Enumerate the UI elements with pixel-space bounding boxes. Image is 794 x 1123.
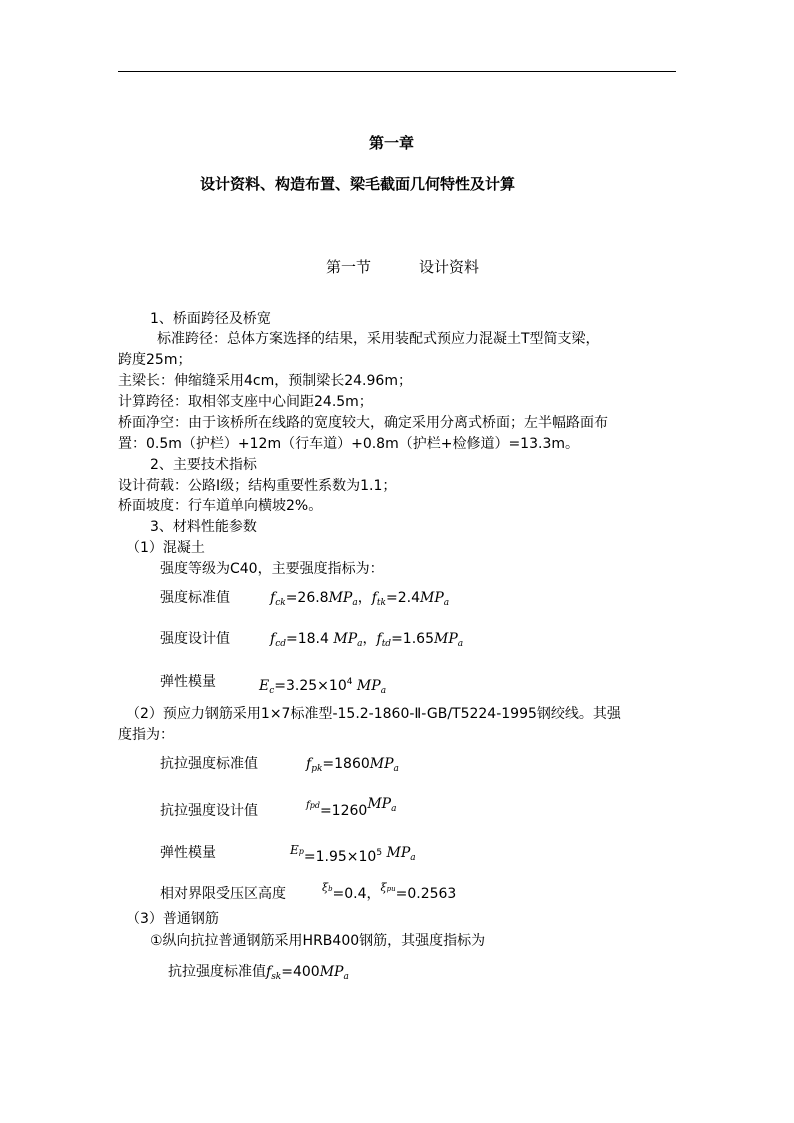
- concrete-heading: （1）混凝土: [126, 540, 205, 556]
- ec-exponent: 4: [346, 677, 353, 687]
- fck-subscript: ck: [275, 598, 286, 608]
- s3-heading: 3、材料性能参数: [150, 519, 257, 535]
- relative-height-formula: [322, 881, 457, 905]
- fck-unit: MP: [328, 590, 353, 606]
- prestress-std-formula: [306, 755, 399, 778]
- fsk-symbol: f: [266, 964, 272, 980]
- prestress-design-formula: [306, 796, 397, 825]
- rebar-std-label: 抗拉强度标准值: [168, 964, 266, 980]
- rebar-std-line: [168, 963, 349, 986]
- standard-span-line-2: 跨度25m；: [118, 352, 192, 368]
- design-separator: ，: [362, 631, 377, 647]
- deck-slope-line: 桥面坡度：行车道单向横坡2%。: [118, 498, 323, 514]
- xb-subscript: b: [328, 885, 333, 893]
- fpd-unit-sub: a: [391, 804, 397, 814]
- s1-heading: 1、桥面跨径及桥宽: [150, 311, 271, 327]
- fck-symbol: f: [270, 590, 276, 606]
- ftk-unit-sub: a: [443, 598, 450, 608]
- prestress-modulus-formula: [290, 844, 416, 871]
- fpk-unit-sub: a: [393, 764, 399, 774]
- chapter-title: 设计资料、构造布置、梁毛截面几何特性及计算: [200, 175, 516, 193]
- ftd-value: =1.65: [391, 631, 434, 647]
- concrete-std-label: 强度标准值: [160, 590, 230, 606]
- prestress-line-2: 度指为：: [118, 727, 174, 743]
- clearance-line: 桥面净空：由于该桥所在线路的宽度较大，确定采用分离式桥面；左半幅路面布: [118, 415, 608, 431]
- xpu-value: =0.2563: [395, 886, 457, 902]
- rebar-heading: （3）普通钢筋: [126, 911, 219, 927]
- ep-value: =1.95×10: [303, 849, 377, 865]
- chapter-number: 第一章: [369, 134, 415, 152]
- concrete-std-formula: [270, 589, 449, 612]
- fcd-subscript: cd: [275, 639, 286, 649]
- fcd-symbol: f: [270, 631, 276, 647]
- fcd-unit-sub: a: [357, 639, 363, 649]
- fsk-value: =400: [281, 964, 320, 980]
- fsk-unit: MP: [319, 964, 344, 980]
- ep-subscript: p: [298, 847, 304, 856]
- concrete-design-label: 强度设计值: [160, 631, 230, 647]
- concrete-design-formula: [270, 630, 463, 653]
- relative-separator: ，: [366, 886, 381, 902]
- std-separator: ，: [357, 590, 372, 606]
- fpk-symbol: f: [306, 756, 312, 772]
- ftk-symbol: f: [371, 590, 377, 606]
- fpk-subscript: pk: [311, 764, 323, 774]
- ftd-unit: MP: [433, 631, 458, 647]
- fpd-value: =1260: [319, 803, 368, 819]
- xb-symbol: ξ: [322, 881, 329, 894]
- fpk-unit: MP: [369, 756, 394, 772]
- fpd-unit: MP: [367, 796, 392, 812]
- ftk-subscript: tk: [376, 598, 386, 608]
- ep-symbol: E: [290, 843, 299, 857]
- s2-heading: 2、主要技术指标: [150, 457, 257, 473]
- standard-span-line: 标准跨径：总体方案选择的结果，采用装配式预应力混凝土T型简支梁，: [157, 331, 600, 347]
- fpk-value: =1860: [322, 756, 370, 772]
- fpd-subscript: pd: [309, 801, 320, 810]
- ec-unit-sub: a: [380, 686, 387, 696]
- beam-length-line: 主梁长：伸缩缝采用4cm，预制梁长24.96m；: [118, 373, 412, 389]
- ftd-subscript: td: [381, 639, 392, 649]
- clearance-line-2: 置：0.5m（护栏）+12m（行车道）+0.8m（护栏+检修道）=13.3m。: [118, 436, 579, 452]
- rebar-item-line: ①纵向抗拉普通钢筋采用HRB400钢筋，其强度指标为: [150, 933, 486, 949]
- section-title: 设计资料: [419, 258, 480, 276]
- section-number: 第一节: [326, 258, 372, 276]
- header-rule: [118, 71, 676, 72]
- ec-subscript: c: [269, 686, 275, 696]
- fpd-symbol: f: [306, 800, 310, 811]
- ftk-value: =2.4: [386, 590, 420, 606]
- ep-unit-sub: a: [410, 853, 416, 863]
- concrete-modulus-label: 弹性模量: [160, 674, 216, 690]
- prestress-modulus-label: 弹性模量: [160, 845, 216, 861]
- fcd-value: =18.4: [286, 631, 329, 647]
- xpu-subscript: pu: [386, 885, 396, 893]
- xb-value: =0.4: [332, 886, 367, 902]
- fck-value: =26.8: [285, 590, 329, 606]
- design-load-line: 设计荷载：公路Ⅰ级；结构重要性系数为1.1；: [118, 478, 397, 494]
- prestress-line: （2）预应力钢筋采用1×7标准型-15.2-1860-Ⅱ-GB/T5224-1995钢绞线。其强: [126, 706, 621, 722]
- ftk-unit: MP: [420, 590, 444, 606]
- ec-symbol: E: [259, 678, 270, 694]
- ftd-unit-sub: a: [457, 639, 464, 649]
- ftd-symbol: f: [376, 631, 382, 647]
- ec-unit: MP: [356, 678, 381, 694]
- ep-unit: MP: [386, 845, 411, 861]
- fsk-unit-sub: a: [343, 972, 349, 982]
- fcd-unit: MP: [333, 631, 358, 647]
- concrete-grade-line: 强度等级为C40，主要强度指标为：: [160, 561, 384, 577]
- calc-span-line: 计算跨径：取相邻支座中心间距24.5m；: [118, 394, 373, 410]
- relative-height-label: 相对界限受压区高度: [160, 886, 286, 902]
- prestress-design-label: 抗拉强度设计值: [160, 803, 258, 819]
- prestress-std-label: 抗拉强度标准值: [160, 756, 258, 772]
- ep-exponent: 5: [376, 848, 383, 858]
- fsk-subscript: sk: [271, 972, 282, 982]
- xpu-symbol: ξ: [380, 881, 387, 894]
- ec-value: =3.25×10: [274, 678, 347, 694]
- concrete-modulus-formula: [259, 673, 386, 700]
- fck-unit-sub: a: [352, 598, 358, 608]
